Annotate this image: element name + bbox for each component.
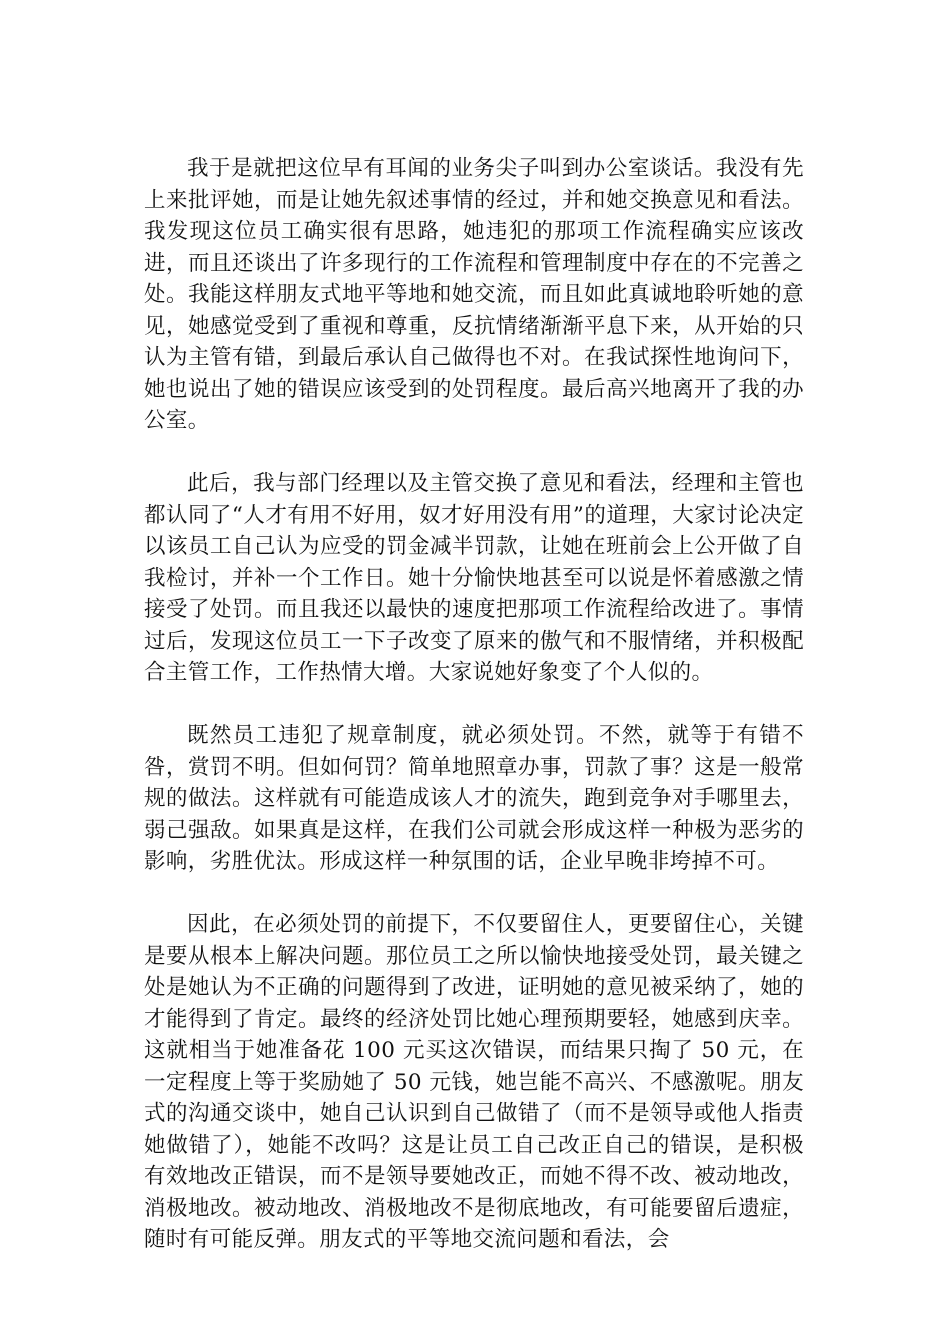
paragraph-1: 我于是就把这位早有耳闻的业务尖子叫到办公室谈话。我没有先上来批评她，而是让她先叙述事情的经过，并和她交换意见和看法。我发现这位员工确实很有思路，她违犯的那项工作流程确实应该改进，而且还谈出了许多现行的工作流程和管理制度中存在的不完善之处。我能这样朋友式地平等地和她交流，而且如此真诚地聆听她的意见，她感觉受到了重视和尊重，反抗情绪渐渐平息下来，从开始的只认为主管有错，到最后承认自己做得也不对。在我试探性地询问下，她也说出了她的错误应该受到的处罚程度。最后高兴地离开了我的办公室。 <box>144 156 804 433</box>
paragraph-4: 因此，在必须处罚的前提下，不仅要留住人，更要留住心，关键是要从根本上解决问题。那位员工之所以愉快地接受处罚，最关键之处是她认为不正确的问题得到了改进，证明她的意见被采纳了，她的才能得到了肯定。最终的经济处罚比她心理预期要轻，她感到庆幸。这就相当于她准备花 100 元买这次错误，而结果只掏了 50 元，在一定程度上等于奖励她了 50 元钱，她岂能不高兴、不感激呢。朋友式的沟通交谈中，她自己认识到自己做错了（而不是领导或他人指责她做错了），她能不改吗？这是让员工自己改正自己的错误，是积极有效地改正错误，而不是领导要她改正，而她不得不改、被动地改，消极地改。被动地改、消极地改不是彻底地改，有可能要留后遗症，随时有可能反弹。朋友式的平等地交流问题和看法，会 <box>144 912 804 1252</box>
document-body <box>144 153 804 1256</box>
paragraph-2: 此后，我与部门经理以及主管交换了意见和看法，经理和主管也都认同了“人才有用不好用，奴才好用没有用”的道理，大家讨论决定以该员工自己认为应受的罚金减半罚款，让她在班前会上公开做了自我检讨，并补一个工作日。她十分愉快地甚至可以说是怀着感激之情接受了处罚。而且我还以最快的速度把那项工作流程给改进了。事情过后，发现这位员工一下子改变了原来的傲气和不服情绪，并积极配合主管工作，工作热情大增。大家说她好象变了个人似的。 <box>144 471 804 685</box>
paragraph-3: 既然员工违犯了规章制度，就必须处罚。不然，就等于有错不咎，赏罚不明。但如何罚？简单地照章办事，罚款了事？这是一般常规的做法。这样就有可能造成该人才的流失，跑到竞争对手哪里去，弱己强敌。如果真是这样，在我们公司就会形成这样一种极为恶劣的影响，劣胜优汰。形成这样一种氛围的话，企业早晚非垮掉不可。 <box>144 723 804 874</box>
